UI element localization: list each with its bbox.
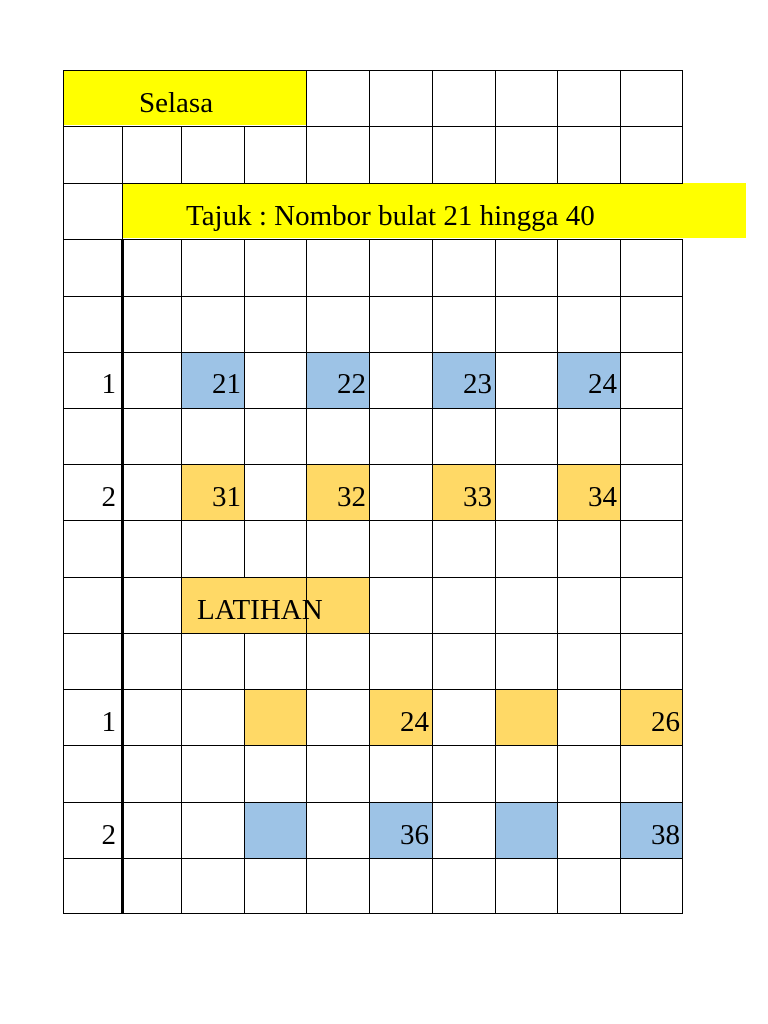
grid-line <box>181 126 182 184</box>
highlight-cell <box>495 689 557 745</box>
grid-line <box>682 239 683 914</box>
number-cell: 33 <box>463 481 492 513</box>
grid-line <box>495 70 496 127</box>
highlight-cell <box>244 689 306 745</box>
row-label: 2 <box>101 819 116 851</box>
number-cell: 26 <box>651 706 680 738</box>
grid-line <box>432 239 433 914</box>
grid-line <box>122 183 123 240</box>
grid-line <box>432 70 433 127</box>
number-cell: 21 <box>212 368 241 400</box>
grid-line <box>63 858 683 859</box>
grid-line <box>63 745 683 746</box>
grid-line <box>369 70 370 127</box>
highlight-cell <box>495 802 557 858</box>
grid-line <box>122 239 683 240</box>
exercise-title: LATIHAN <box>197 594 323 626</box>
grid-line <box>121 239 124 914</box>
grid-line <box>495 239 496 914</box>
grid-line <box>432 126 433 184</box>
highlight-cell <box>244 802 306 858</box>
number-cell: 32 <box>337 481 366 513</box>
grid-line <box>369 126 370 184</box>
grid-line <box>63 520 683 521</box>
grid-line <box>244 126 245 184</box>
grid-line <box>620 126 621 184</box>
grid-line <box>557 70 558 127</box>
grid-line <box>63 408 683 409</box>
topic-label: Tajuk : Nombor bulat 21 hingga 40 <box>186 200 595 232</box>
grid-line <box>63 126 683 127</box>
grid-line <box>63 183 683 184</box>
number-cell: 31 <box>212 481 241 513</box>
grid-line <box>244 239 245 578</box>
day-label: Selasa <box>139 87 214 119</box>
grid-line <box>63 70 683 71</box>
grid-line <box>306 126 307 184</box>
grid-line <box>306 70 307 127</box>
number-cell: 23 <box>463 368 492 400</box>
grid-line <box>181 239 182 914</box>
grid-line <box>63 802 683 803</box>
grid-line <box>63 633 683 634</box>
row-label: 1 <box>101 368 116 400</box>
row-label: 2 <box>101 481 116 513</box>
grid-line <box>63 70 64 914</box>
grid-line <box>620 70 621 127</box>
grid-line <box>63 296 683 297</box>
number-cell: 24 <box>400 706 429 738</box>
grid-line <box>620 239 621 914</box>
grid-line <box>557 126 558 184</box>
grid-line <box>63 577 683 578</box>
number-cell: 34 <box>588 481 617 513</box>
grid-line <box>369 239 370 914</box>
grid-line <box>244 633 245 914</box>
grid-line <box>306 239 307 914</box>
grid-line <box>63 352 683 353</box>
grid-line <box>63 689 683 690</box>
grid-line <box>63 464 683 465</box>
grid-line <box>682 70 683 184</box>
grid-line <box>495 126 496 184</box>
row-label: 1 <box>101 706 116 738</box>
grid-line <box>557 239 558 914</box>
number-cell: 22 <box>337 368 366 400</box>
grid-line <box>63 239 123 240</box>
number-cell: 24 <box>588 368 617 400</box>
number-cell: 36 <box>400 819 429 851</box>
number-cell: 38 <box>651 819 680 851</box>
grid-line <box>63 913 683 914</box>
grid-line <box>122 126 123 184</box>
